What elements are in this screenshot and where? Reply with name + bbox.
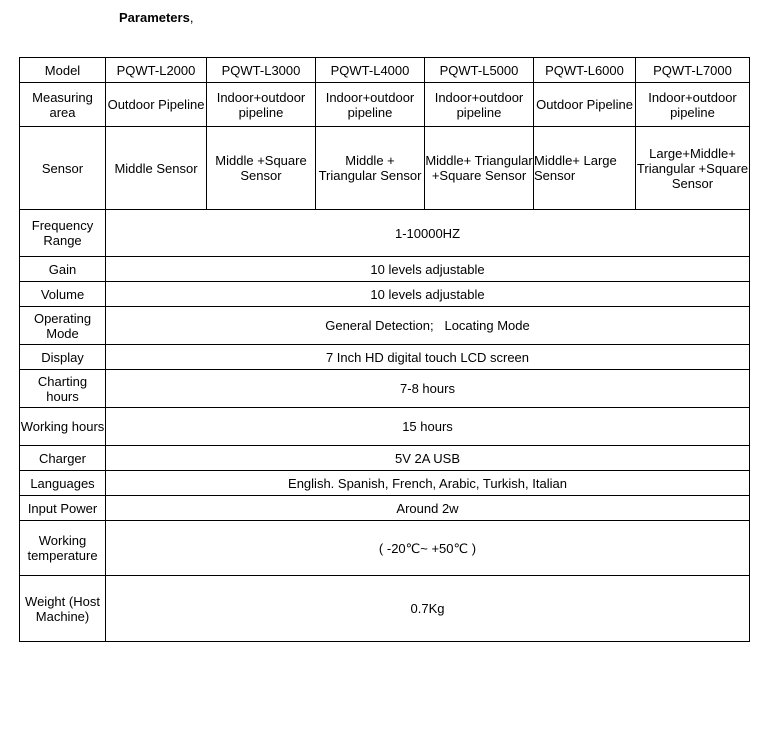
row-label-gain: Gain xyxy=(20,257,106,282)
gain-value: 10 levels adjustable xyxy=(106,257,750,282)
input-power-value: Around 2w xyxy=(106,496,750,521)
measuring-area-cell: Indoor+outdoor pipeline xyxy=(636,83,750,127)
measuring-area-cell: Outdoor Pipeline xyxy=(106,83,207,127)
table-row-input-power xyxy=(20,496,750,521)
languages-value: English. Spanish, French, Arabic, Turkish, Italian xyxy=(106,471,750,496)
charting-hours-value: 7-8 hours xyxy=(106,370,750,408)
model-cell: PQWT-L6000 xyxy=(534,58,636,83)
sensor-cell: Middle+ Triangular +Square Sensor xyxy=(425,127,534,210)
table-row-volume xyxy=(20,282,750,307)
charger-value: 5V 2A USB xyxy=(106,446,750,471)
row-label-charting-hours: Charting hours xyxy=(20,370,106,408)
table-row-sensor xyxy=(20,127,750,210)
table-row-working-temperature xyxy=(20,521,750,576)
row-label-input-power: Input Power xyxy=(20,496,106,521)
table-row-operating-mode xyxy=(20,307,750,345)
measuring-area-cell: Indoor+outdoor pipeline xyxy=(207,83,316,127)
parameters-table xyxy=(19,57,750,642)
row-label-working-hours: Working hours xyxy=(20,408,106,446)
operating-mode-value: General Detection; Locating Mode xyxy=(106,307,750,345)
row-label-charger: Charger xyxy=(20,446,106,471)
parameters-table-wrapper xyxy=(19,57,750,642)
row-label-weight: Weight (Host Machine) xyxy=(20,576,106,642)
working-hours-value: 15 hours xyxy=(106,408,750,446)
heading-suffix: , xyxy=(189,10,194,25)
sensor-cell: Middle +Square Sensor xyxy=(207,127,316,210)
row-label-languages: Languages xyxy=(20,471,106,496)
heading-title: Parameters xyxy=(119,10,190,25)
row-label-operating-mode: Operating Mode xyxy=(20,307,106,345)
row-label-display: Display xyxy=(20,345,106,370)
table-row-charting-hours xyxy=(20,370,750,408)
model-cell: PQWT-L4000 xyxy=(316,58,425,83)
page-heading xyxy=(119,10,193,26)
weight-value: 0.7Kg xyxy=(106,576,750,642)
frequency-range-value: 1-10000HZ xyxy=(106,210,750,257)
table-row-measuring-area xyxy=(20,83,750,127)
table-row-weight xyxy=(20,576,750,642)
table-row-frequency-range xyxy=(20,210,750,257)
sensor-cell: Large+Middle+ Triangular +Square Sensor xyxy=(636,127,750,210)
table-row-display xyxy=(20,345,750,370)
sensor-cell: Middle Sensor xyxy=(106,127,207,210)
table-row-charger xyxy=(20,446,750,471)
measuring-area-cell: Indoor+outdoor pipeline xyxy=(425,83,534,127)
row-label-working-temperature: Working temperature xyxy=(20,521,106,576)
row-label-model: Model xyxy=(20,58,106,83)
working-temperature-value: ( -20℃~ +50℃ ) xyxy=(106,521,750,576)
sensor-cell: Middle + Triangular Sensor xyxy=(316,127,425,210)
table-row-working-hours xyxy=(20,408,750,446)
model-cell: PQWT-L5000 xyxy=(425,58,534,83)
volume-value: 10 levels adjustable xyxy=(106,282,750,307)
row-label-measuring-area: Measuring area xyxy=(20,83,106,127)
measuring-area-cell: Outdoor Pipeline xyxy=(534,83,636,127)
table-row-gain xyxy=(20,257,750,282)
model-cell: PQWT-L3000 xyxy=(207,58,316,83)
measuring-area-cell: Indoor+outdoor pipeline xyxy=(316,83,425,127)
table-row-languages xyxy=(20,471,750,496)
display-value: 7 Inch HD digital touch LCD screen xyxy=(106,345,750,370)
table-row-model xyxy=(20,58,750,83)
row-label-sensor: Sensor xyxy=(20,127,106,210)
sensor-cell: Middle+ Large Sensor xyxy=(534,127,636,210)
model-cell: PQWT-L2000 xyxy=(106,58,207,83)
model-cell: PQWT-L7000 xyxy=(636,58,750,83)
row-label-frequency-range: Frequency Range xyxy=(20,210,106,257)
row-label-volume: Volume xyxy=(20,282,106,307)
